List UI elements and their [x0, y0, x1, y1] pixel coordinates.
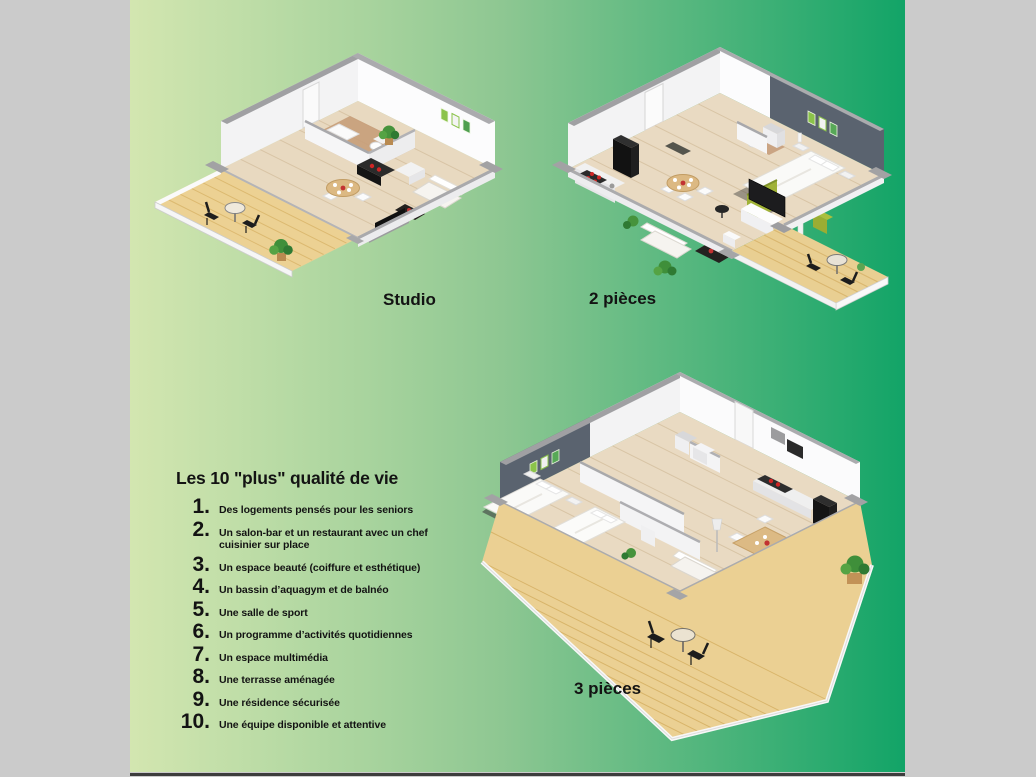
- poster-background: [130, 0, 905, 772]
- feature-number: 3.: [192, 552, 210, 576]
- feature-text: Une salle de sport: [219, 606, 308, 619]
- feature-item-7: [176, 642, 486, 666]
- terrace-table: [827, 255, 847, 266]
- label-3-pieces: 3 pièces: [574, 679, 642, 698]
- feature-item-4: [176, 575, 486, 598]
- desk-chair: [715, 205, 729, 213]
- feature-text: Un bassin d’aquagym et de balnéo: [219, 584, 389, 596]
- floorplan-3-pieces: [435, 367, 905, 749]
- feature-text: Un espace multimédia: [219, 651, 328, 664]
- terrace-table: [671, 629, 695, 642]
- feature-number: 5.: [192, 597, 210, 621]
- feature-number: 7.: [192, 642, 210, 666]
- floor-lamp: [712, 519, 722, 530]
- feature-item-1: [176, 495, 486, 518]
- feature-item-8: [176, 665, 486, 688]
- feature-text: Une terrasse aménagée: [219, 674, 335, 686]
- feature-text: Un programme d’activités quotidiennes: [219, 629, 413, 641]
- feature-number: 2.: [192, 517, 210, 541]
- feature-text: Une équipe disponible et attentive: [219, 719, 386, 731]
- label-studio: Studio: [383, 290, 436, 309]
- feature-number: 4.: [192, 575, 210, 598]
- features-list: [176, 468, 486, 736]
- feature-number: 1.: [192, 495, 210, 518]
- feature-number: 8.: [192, 665, 210, 688]
- feature-text: Un espace beauté (coiffure et esthétique): [219, 561, 421, 574]
- feature-number: 10.: [180, 710, 210, 733]
- features-title: Les 10 "plus" qualité de vie: [176, 468, 399, 488]
- feature-item-5: [176, 597, 486, 621]
- feature-text: Une résidence sécurisée: [219, 696, 340, 709]
- feature-item-9: [176, 687, 486, 711]
- feature-text: Des logements pensés pour les seniors: [219, 504, 414, 516]
- label-2-pieces: 2 pièces: [589, 289, 657, 308]
- feature-text: Un salon-bar et un restaurant avec un chef cuisinier sur place: [219, 526, 428, 551]
- planter: [847, 573, 862, 584]
- feature-number: 9.: [192, 687, 210, 711]
- feature-number: 6.: [192, 620, 210, 643]
- feature-item-3: [176, 552, 486, 576]
- floorplan-2-pieces: [515, 45, 905, 357]
- feature-item-10: [176, 710, 486, 733]
- feature-item-2: [176, 517, 486, 552]
- floorplan-studio: [143, 46, 505, 338]
- terrace-table: [225, 203, 245, 214]
- feature-item-6: [176, 620, 486, 643]
- bottom-rule: [130, 773, 905, 776]
